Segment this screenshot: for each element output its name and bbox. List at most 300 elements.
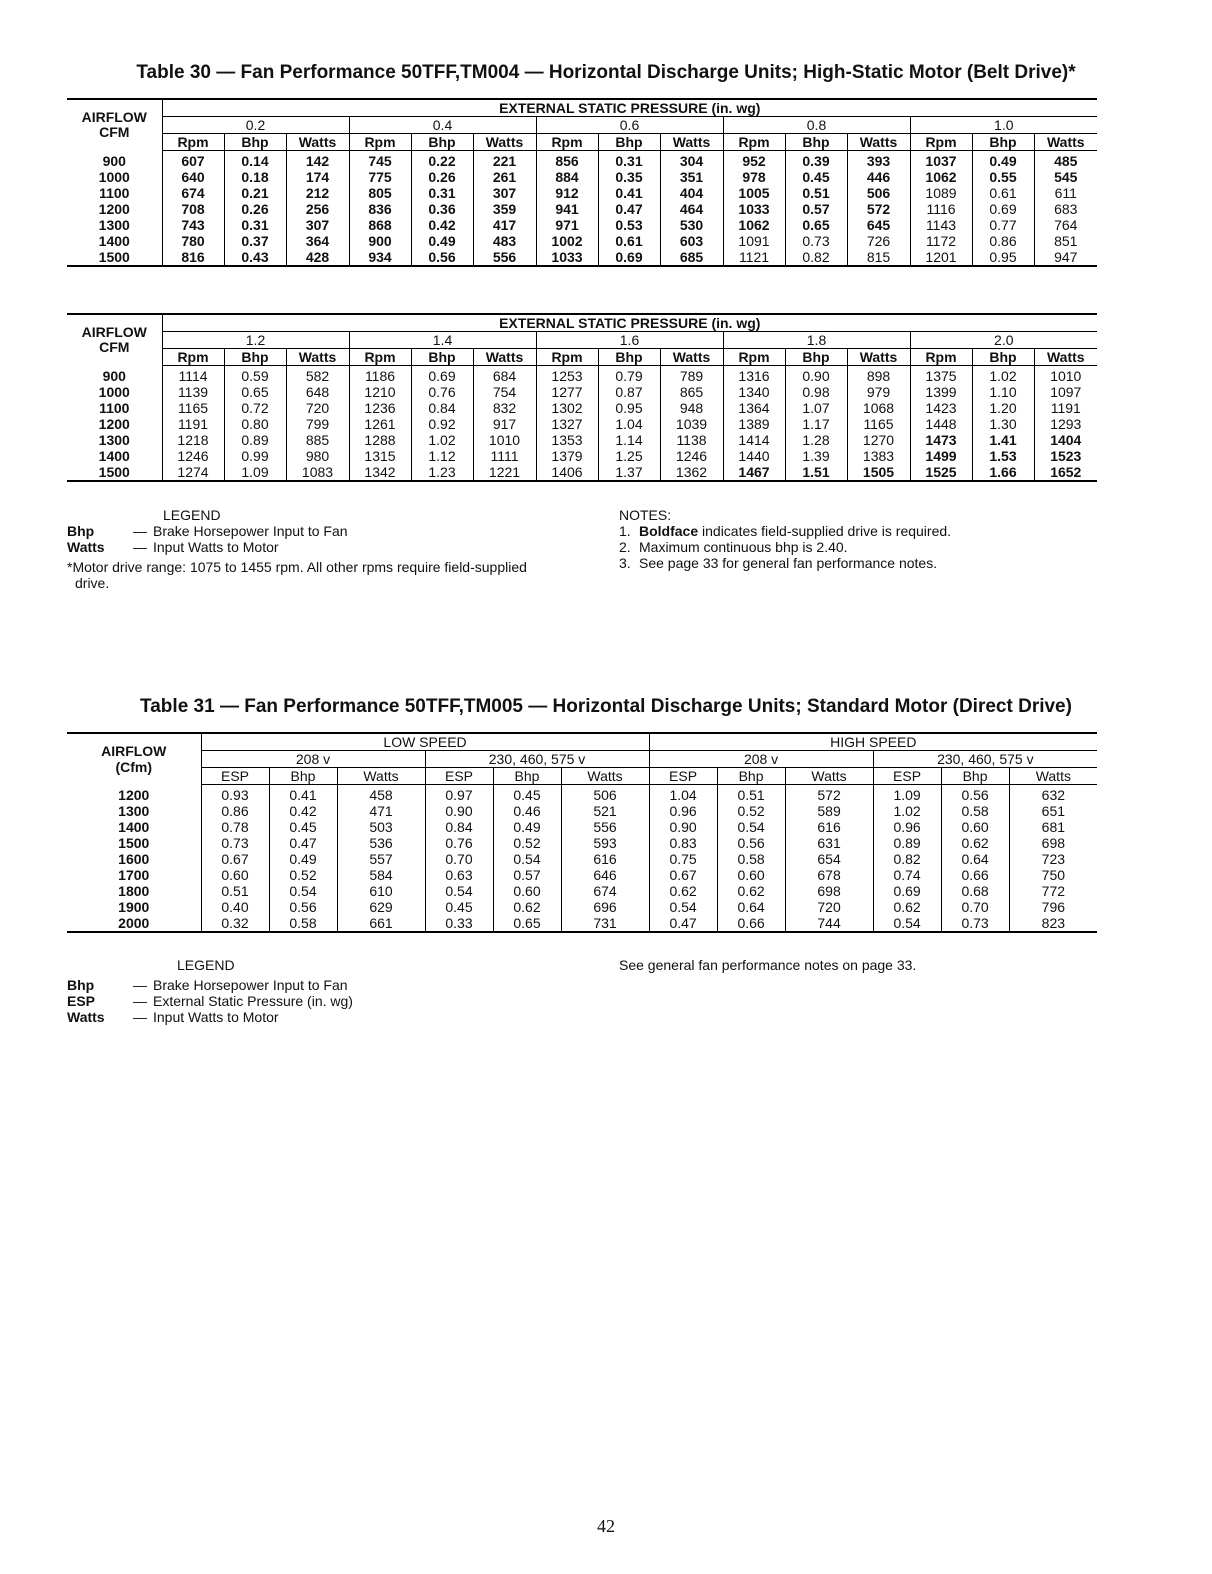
value-cell: 1033 xyxy=(536,249,598,266)
airflow-cell: 1000 xyxy=(98,169,130,185)
column-header: Bhp xyxy=(717,768,785,785)
value-cell: 1.07 xyxy=(785,400,847,416)
value-cell: 0.84 xyxy=(425,819,493,835)
table-row xyxy=(67,785,1097,804)
value-cell: 1525 xyxy=(910,464,972,481)
value-cell: 0.68 xyxy=(941,883,1009,899)
value-cell: 307 xyxy=(286,217,349,233)
table-row xyxy=(67,432,1097,448)
value-cell: 1.09 xyxy=(224,464,286,481)
value-cell: 1068 xyxy=(847,400,910,416)
value-cell: 0.75 xyxy=(649,851,717,867)
value-cell: 0.67 xyxy=(201,851,269,867)
value-cell: 678 xyxy=(785,867,873,883)
value-cell: 557 xyxy=(337,851,425,867)
pressure-header: 1.2 xyxy=(162,332,349,349)
value-cell: 1218 xyxy=(162,432,224,448)
value-cell: 1523 xyxy=(1034,448,1097,464)
column-header: ESP xyxy=(873,768,941,785)
value-cell: 1165 xyxy=(162,400,224,416)
pressure-header: 0.6 xyxy=(536,117,723,134)
value-cell: 261 xyxy=(473,169,536,185)
value-cell: 0.64 xyxy=(717,899,785,915)
value-cell: 521 xyxy=(561,803,649,819)
value-cell: 593 xyxy=(561,835,649,851)
legend-dash: — xyxy=(133,539,147,555)
table-row xyxy=(67,185,1097,201)
value-cell: 654 xyxy=(785,851,873,867)
value-cell: 726 xyxy=(847,233,910,249)
value-cell: 1033 xyxy=(723,201,785,217)
table-row xyxy=(67,448,1097,464)
value-cell: 0.22 xyxy=(411,151,473,170)
value-cell: 775 xyxy=(349,169,411,185)
value-cell: 1.25 xyxy=(598,448,660,464)
value-cell: 917 xyxy=(473,416,536,432)
value-cell: 1.37 xyxy=(598,464,660,481)
value-cell: 1.02 xyxy=(873,803,941,819)
value-cell: 796 xyxy=(1009,899,1097,915)
value-cell: 805 xyxy=(349,185,411,201)
column-header: Watts xyxy=(1034,349,1097,366)
value-cell: 1.10 xyxy=(972,384,1034,400)
value-cell: 1037 xyxy=(910,151,972,170)
value-cell: 545 xyxy=(1034,169,1097,185)
value-cell: 0.69 xyxy=(873,883,941,899)
value-cell: 1414 xyxy=(723,432,785,448)
column-header: Bhp xyxy=(224,134,286,151)
value-cell: 1121 xyxy=(723,249,785,266)
value-cell: 684 xyxy=(473,366,536,385)
column-header: Bhp xyxy=(411,134,473,151)
airflow-header: AIRFLOW CFM xyxy=(67,314,162,366)
value-cell: 174 xyxy=(286,169,349,185)
value-cell: 856 xyxy=(536,151,598,170)
value-cell: 1499 xyxy=(910,448,972,464)
value-cell: 1005 xyxy=(723,185,785,201)
value-cell: 1.28 xyxy=(785,432,847,448)
note-number: 1. xyxy=(619,523,631,539)
page-number: 42 xyxy=(597,1516,615,1536)
note-item xyxy=(619,523,1089,539)
value-cell: 0.59 xyxy=(224,366,286,385)
value-cell: 1139 xyxy=(162,384,224,400)
value-cell: 1138 xyxy=(660,432,723,448)
note-text: Maximum continuous bhp is 2.40. xyxy=(639,539,848,555)
column-header: Watts xyxy=(660,349,723,366)
airflow-cell: 1400 xyxy=(98,233,130,249)
value-cell: 764 xyxy=(1034,217,1097,233)
value-cell: 681 xyxy=(1009,819,1097,835)
airflow-cell: 1200 xyxy=(98,201,130,217)
airflow-cell: 1000 xyxy=(98,384,130,400)
legend-dash: — xyxy=(133,1009,147,1025)
airflow-header: AIRFLOW (Cfm) xyxy=(67,733,201,785)
value-cell: 1221 xyxy=(473,464,536,481)
value-cell: 1379 xyxy=(536,448,598,464)
legend-dash: — xyxy=(133,993,147,1009)
legend-dash: — xyxy=(133,977,147,993)
legend-key: Watts xyxy=(67,1009,105,1025)
value-cell: 0.95 xyxy=(972,249,1034,266)
legend-text: Brake Horsepower Input to Fan xyxy=(153,523,348,539)
value-cell: 674 xyxy=(561,883,649,899)
value-cell: 0.73 xyxy=(201,835,269,851)
value-cell: 0.31 xyxy=(598,151,660,170)
value-cell: 0.82 xyxy=(873,851,941,867)
value-cell: 0.60 xyxy=(201,867,269,883)
value-cell: 0.55 xyxy=(972,169,1034,185)
table-row xyxy=(67,835,1097,851)
column-header: Bhp xyxy=(598,349,660,366)
note-item xyxy=(619,555,1089,571)
value-cell: 1.53 xyxy=(972,448,1034,464)
note-text: See page 33 for general fan performance notes. xyxy=(639,555,938,571)
value-cell: 0.51 xyxy=(201,883,269,899)
value-cell: 0.64 xyxy=(941,851,1009,867)
value-cell: 1277 xyxy=(536,384,598,400)
value-cell: 0.45 xyxy=(269,819,337,835)
legend-heading: LEGEND xyxy=(177,957,235,973)
airflow-cell: 1600 xyxy=(118,851,150,867)
pressure-header: 1.8 xyxy=(723,332,910,349)
value-cell: 1.51 xyxy=(785,464,847,481)
value-cell: 1.02 xyxy=(411,432,473,448)
value-cell: 0.35 xyxy=(598,169,660,185)
value-cell: 1091 xyxy=(723,233,785,249)
value-cell: 483 xyxy=(473,233,536,249)
value-cell: 1302 xyxy=(536,400,598,416)
value-cell: 572 xyxy=(785,785,873,804)
table-row xyxy=(67,416,1097,432)
value-cell: 1652 xyxy=(1034,464,1097,481)
column-header: Watts xyxy=(473,134,536,151)
column-header: Rpm xyxy=(723,349,785,366)
value-cell: 212 xyxy=(286,185,349,201)
note-number: 3. xyxy=(619,555,631,571)
value-cell: 0.89 xyxy=(873,835,941,851)
value-cell: 0.53 xyxy=(598,217,660,233)
value-cell: 720 xyxy=(286,400,349,416)
value-cell: 0.61 xyxy=(972,185,1034,201)
column-header: Bhp xyxy=(493,768,561,785)
table-row xyxy=(67,384,1097,400)
pressure-header: 0.4 xyxy=(349,117,536,134)
value-cell: 0.96 xyxy=(873,819,941,835)
value-cell: 0.62 xyxy=(717,883,785,899)
value-cell: 0.42 xyxy=(411,217,473,233)
value-cell: 1.20 xyxy=(972,400,1034,416)
value-cell: 971 xyxy=(536,217,598,233)
value-cell: 0.58 xyxy=(269,915,337,932)
value-cell: 0.49 xyxy=(972,151,1034,170)
value-cell: 780 xyxy=(162,233,224,249)
value-cell: 1270 xyxy=(847,432,910,448)
value-cell: 0.47 xyxy=(598,201,660,217)
value-cell: 1467 xyxy=(723,464,785,481)
value-cell: 952 xyxy=(723,151,785,170)
column-header: Watts xyxy=(785,768,873,785)
value-cell: 1274 xyxy=(162,464,224,481)
speed-header: HIGH SPEED xyxy=(649,733,1097,751)
table-row xyxy=(67,867,1097,883)
value-cell: 464 xyxy=(660,201,723,217)
value-cell: 685 xyxy=(660,249,723,266)
value-cell: 640 xyxy=(162,169,224,185)
table-31-note: See general fan performance notes on page 33. xyxy=(619,957,917,973)
value-cell: 750 xyxy=(1009,867,1097,883)
value-cell: 0.45 xyxy=(493,785,561,804)
airflow-cell: 1200 xyxy=(118,786,150,803)
value-cell: 0.62 xyxy=(493,899,561,915)
value-cell: 1062 xyxy=(910,169,972,185)
value-cell: 611 xyxy=(1034,185,1097,201)
legend-dash: — xyxy=(133,523,147,539)
value-cell: 815 xyxy=(847,249,910,266)
value-cell: 0.93 xyxy=(201,785,269,804)
table-row xyxy=(67,819,1097,835)
value-cell: 661 xyxy=(337,915,425,932)
value-cell: 0.69 xyxy=(411,366,473,385)
value-cell: 556 xyxy=(473,249,536,266)
value-cell: 1143 xyxy=(910,217,972,233)
value-cell: 0.83 xyxy=(649,835,717,851)
value-cell: 0.56 xyxy=(717,835,785,851)
legend-item xyxy=(67,539,567,555)
value-cell: 1201 xyxy=(910,249,972,266)
value-cell: 1002 xyxy=(536,233,598,249)
value-cell: 698 xyxy=(785,883,873,899)
value-cell: 0.47 xyxy=(649,915,717,932)
value-cell: 947 xyxy=(1034,249,1097,266)
value-cell: 0.86 xyxy=(201,803,269,819)
airflow-cell: 1100 xyxy=(99,400,130,416)
note-item xyxy=(619,539,1089,555)
value-cell: 0.61 xyxy=(598,233,660,249)
value-cell: 1191 xyxy=(162,416,224,432)
pressure-header: 0.2 xyxy=(162,117,349,134)
value-cell: 0.86 xyxy=(972,233,1034,249)
table-row xyxy=(67,201,1097,217)
value-cell: 0.54 xyxy=(873,915,941,932)
value-cell: 0.90 xyxy=(649,819,717,835)
value-cell: 1089 xyxy=(910,185,972,201)
value-cell: 0.66 xyxy=(941,867,1009,883)
value-cell: 428 xyxy=(286,249,349,266)
value-cell: 0.97 xyxy=(425,785,493,804)
value-cell: 1340 xyxy=(723,384,785,400)
column-header: ESP xyxy=(201,768,269,785)
value-cell: 723 xyxy=(1009,851,1097,867)
airflow-cell: 1400 xyxy=(98,448,130,464)
value-cell: 1039 xyxy=(660,416,723,432)
value-cell: 1253 xyxy=(536,366,598,385)
airflow-header: AIRFLOW CFM xyxy=(67,99,162,151)
value-cell: 616 xyxy=(785,819,873,835)
airflow-cell: 1500 xyxy=(67,249,162,266)
value-cell: 1389 xyxy=(723,416,785,432)
value-cell: 556 xyxy=(561,819,649,835)
value-cell: 0.60 xyxy=(493,883,561,899)
airflow-cell: 1900 xyxy=(118,899,150,915)
value-cell: 0.78 xyxy=(201,819,269,835)
value-cell: 1111 xyxy=(473,448,536,464)
value-cell: 1172 xyxy=(910,233,972,249)
column-header: Bhp xyxy=(785,134,847,151)
value-cell: 1364 xyxy=(723,400,785,416)
value-cell: 0.45 xyxy=(425,899,493,915)
column-header: Bhp xyxy=(972,349,1034,366)
value-cell: 616 xyxy=(561,851,649,867)
value-cell: 0.54 xyxy=(493,851,561,867)
value-cell: 0.37 xyxy=(224,233,286,249)
column-header: Bhp xyxy=(598,134,660,151)
airflow-cell: 1700 xyxy=(118,867,150,883)
column-header: Rpm xyxy=(162,349,224,366)
column-header: Rpm xyxy=(349,134,411,151)
value-cell: 1423 xyxy=(910,400,972,416)
value-cell: 0.99 xyxy=(224,448,286,464)
column-header: Bhp xyxy=(941,768,1009,785)
column-header: Rpm xyxy=(910,349,972,366)
value-cell: 1406 xyxy=(536,464,598,481)
column-header: Rpm xyxy=(910,134,972,151)
value-cell: 980 xyxy=(286,448,349,464)
value-cell: 471 xyxy=(337,803,425,819)
value-cell: 0.41 xyxy=(269,785,337,804)
value-cell: 0.76 xyxy=(425,835,493,851)
table-row xyxy=(67,464,1097,481)
value-cell: 589 xyxy=(785,803,873,819)
value-cell: 0.65 xyxy=(493,915,561,932)
value-cell: 912 xyxy=(536,185,598,201)
table-row xyxy=(67,803,1097,819)
value-cell: 0.60 xyxy=(941,819,1009,835)
value-cell: 898 xyxy=(847,366,910,385)
value-cell: 0.56 xyxy=(941,785,1009,804)
value-cell: 0.56 xyxy=(411,249,473,266)
value-cell: 0.90 xyxy=(785,366,847,385)
value-cell: 1191 xyxy=(1034,400,1097,416)
value-cell: 417 xyxy=(473,217,536,233)
value-cell: 0.62 xyxy=(873,899,941,915)
value-cell: 307 xyxy=(473,185,536,201)
column-header: Rpm xyxy=(723,134,785,151)
value-cell: 941 xyxy=(536,201,598,217)
value-cell: 1210 xyxy=(349,384,411,400)
value-cell: 978 xyxy=(723,169,785,185)
voltage-header: 230, 460, 575 v xyxy=(873,751,1097,768)
value-cell: 836 xyxy=(349,201,411,217)
value-cell: 1362 xyxy=(660,464,723,481)
value-cell: 0.51 xyxy=(717,785,785,804)
esp-header: EXTERNAL STATIC PRESSURE (in. wg) xyxy=(162,314,1097,332)
value-cell: 584 xyxy=(337,867,425,883)
value-cell: 485 xyxy=(1034,151,1097,170)
value-cell: 772 xyxy=(1009,883,1097,899)
airflow-cell: 1300 xyxy=(98,217,130,233)
note-number: 2. xyxy=(619,539,631,555)
value-cell: 1.02 xyxy=(972,366,1034,385)
value-cell: 934 xyxy=(349,249,411,266)
legend-key: ESP xyxy=(67,993,96,1009)
value-cell: 979 xyxy=(847,384,910,400)
value-cell: 1186 xyxy=(349,366,411,385)
column-header: Watts xyxy=(1009,768,1097,785)
column-header: Rpm xyxy=(162,134,224,151)
value-cell: 865 xyxy=(660,384,723,400)
value-cell: 0.80 xyxy=(224,416,286,432)
value-cell: 1473 xyxy=(910,432,972,448)
value-cell: 0.14 xyxy=(224,151,286,170)
airflow-cell: 900 xyxy=(102,152,126,169)
value-cell: 506 xyxy=(561,785,649,804)
table-row xyxy=(67,915,1097,932)
value-cell: 0.46 xyxy=(493,803,561,819)
airflow-cell: 1500 xyxy=(118,835,150,851)
value-cell: 0.31 xyxy=(224,217,286,233)
value-cell: 1236 xyxy=(349,400,411,416)
column-header: Bhp xyxy=(269,768,337,785)
pressure-header: 1.6 xyxy=(536,332,723,349)
value-cell: 0.98 xyxy=(785,384,847,400)
value-cell: 0.18 xyxy=(224,169,286,185)
table-row xyxy=(67,851,1097,867)
value-cell: 0.58 xyxy=(717,851,785,867)
value-cell: 645 xyxy=(847,217,910,233)
value-cell: 304 xyxy=(660,151,723,170)
value-cell: 0.65 xyxy=(224,384,286,400)
value-cell: 0.58 xyxy=(941,803,1009,819)
value-cell: 0.96 xyxy=(649,803,717,819)
legend-item xyxy=(67,1009,567,1025)
airflow-cell: 1300 xyxy=(118,803,150,819)
legend-item xyxy=(67,977,567,993)
column-header: ESP xyxy=(425,768,493,785)
column-header: Watts xyxy=(847,349,910,366)
value-cell: 1316 xyxy=(723,366,785,385)
value-cell: 1165 xyxy=(847,416,910,432)
value-cell: 404 xyxy=(660,185,723,201)
value-cell: 1010 xyxy=(1034,366,1097,385)
value-cell: 610 xyxy=(337,883,425,899)
table-row xyxy=(67,899,1097,915)
value-cell: 0.84 xyxy=(411,400,473,416)
airflow-cell: 1100 xyxy=(99,185,130,201)
column-header: ESP xyxy=(649,768,717,785)
value-cell: 731 xyxy=(561,915,649,932)
legend-text: Input Watts to Motor xyxy=(153,1009,279,1025)
value-cell: 0.33 xyxy=(425,915,493,932)
value-cell: 0.95 xyxy=(598,400,660,416)
value-cell: 698 xyxy=(1009,835,1097,851)
value-cell: 1404 xyxy=(1034,432,1097,448)
table-30-part-1 xyxy=(67,98,1097,267)
airflow-cell: 1400 xyxy=(118,819,150,835)
value-cell: 789 xyxy=(660,366,723,385)
airflow-cell: 1800 xyxy=(118,883,150,899)
pressure-header: 1.4 xyxy=(349,332,536,349)
value-cell: 1342 xyxy=(349,464,411,481)
value-cell: 0.49 xyxy=(269,851,337,867)
value-cell: 1010 xyxy=(473,432,536,448)
value-cell: 1.04 xyxy=(649,785,717,804)
value-cell: 744 xyxy=(785,915,873,932)
value-cell: 1097 xyxy=(1034,384,1097,400)
value-cell: 364 xyxy=(286,233,349,249)
value-cell: 0.36 xyxy=(411,201,473,217)
value-cell: 0.31 xyxy=(411,185,473,201)
